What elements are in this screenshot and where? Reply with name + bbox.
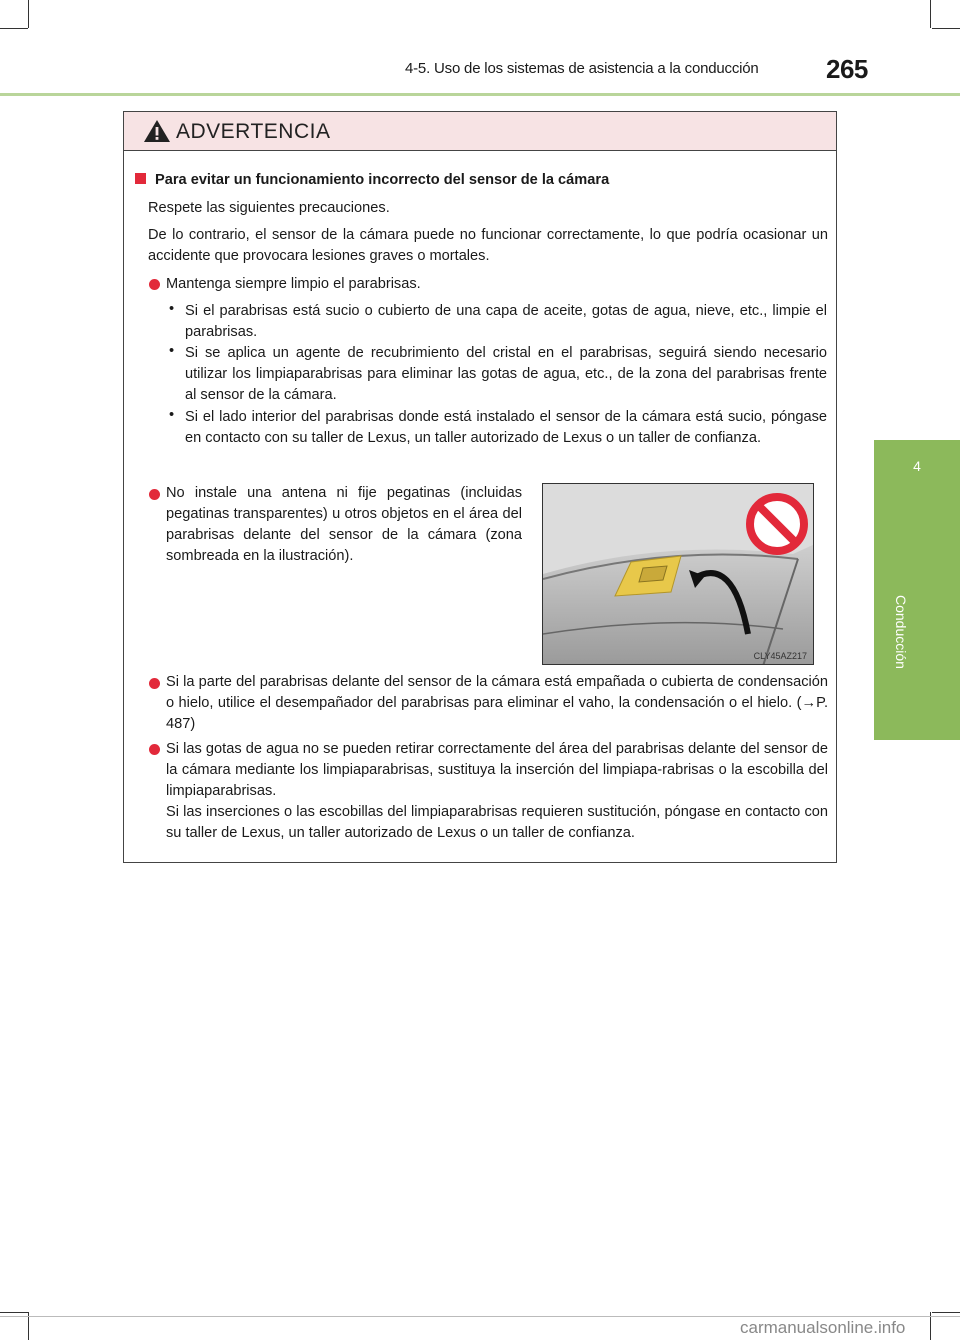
crop-mark (932, 28, 960, 29)
item-clean-windshield: Mantenga siempre limpio el parabrisas. (166, 276, 421, 292)
item-wipers-replace: Si las inserciones o las escobillas del limpiaparabrisas requieren sustitución, póngase en contacto con su taller de Lexus, un taller autorizado de Lexus o un taller de confianza. (166, 804, 828, 841)
sub-bullet-icon: • (169, 301, 175, 317)
warning-triangle-icon (143, 119, 171, 143)
crop-mark (28, 0, 29, 28)
section-title: 4-5. Uso de los sistemas de asistencia a la conducción (405, 60, 759, 77)
square-bullet-icon (135, 173, 146, 184)
crop-mark (930, 0, 931, 28)
round-bullet-icon (149, 489, 160, 500)
crop-mark (0, 28, 28, 29)
intro-precautions: Respete las siguientes precauciones. (148, 200, 390, 216)
sub-item-interior: Si el lado interior del parabrisas donde está instalado el sensor de la cámara está sucio, póngase en contacto con su taller de Lexus, un taller autorizado de Lexus o un taller de confianza. (185, 409, 827, 446)
item-defog: Si la parte del parabrisas delante del sensor de la cámara está empañada o cubierta de condensación o hielo, utilice el desempañador del parabrisas para eliminar el vaho, la condensación o el hielo. (→P. 487) (166, 674, 828, 732)
round-bullet-icon (149, 279, 160, 290)
sub-bullet-icon: • (169, 407, 175, 423)
watermark: carmanualsonline.info (740, 1318, 906, 1337)
chapter-tab (874, 440, 960, 740)
intro-consequence: De lo contrario, el sensor de la cámara puede no funcionar correctamente, lo que podría ocasionar un accidente que provocara lesiones graves o mortales. (148, 227, 828, 264)
windshield-drawing (543, 484, 814, 665)
page-number: 265 (826, 54, 868, 84)
round-bullet-icon (149, 678, 160, 689)
windshield-illustration (542, 483, 814, 665)
header-divider (0, 93, 960, 96)
sub-bullet-icon: • (169, 343, 175, 359)
chapter-number: 4 (913, 458, 921, 474)
sub-item-dirty: Si el parabrisas está sucio o cubierto de una capa de aceite, gotas de agua, nieve, etc., limpie el parabrisas. (185, 303, 827, 340)
warning-heading-text: Para evitar un funcionamiento incorrecto del sensor de la cámara (155, 172, 610, 188)
crop-mark (0, 1312, 28, 1313)
round-bullet-icon (149, 744, 160, 755)
footer-divider (0, 1316, 960, 1317)
crop-mark (932, 1312, 960, 1313)
chapter-label: Conducción (893, 595, 909, 669)
warning-heading (135, 170, 825, 191)
item-no-stickers: No instale una antena ni fije pegatinas (incluidas pegatinas transparentes) u otros objetos en el área del parabrisas delante del sensor de la cámara (zona sombreada en la ilustración). (166, 485, 522, 564)
warning-header (124, 112, 836, 151)
warning-title: ADVERTENCIA (176, 120, 331, 143)
sub-item-coating: Si se aplica un agente de recubrimiento del cristal en el parabrisas, seguirá siendo necesario utilizar los limpiaparabrisas para eliminar las gotas de agua, etc., de la zona del parabrisas frente al sensor de la cámara. (185, 345, 827, 403)
chapter-label-wrap (893, 595, 913, 725)
figure-label: CLY45AZ217 (753, 651, 807, 661)
item-wipers: Si las gotas de agua no se pueden retirar correctamente del área del parabrisas delante del sensor de la cámara mediante los limpiaparabrisas, sustituya la inserción del limpiapa-rabrisas o la escobilla del limpiaparabrisas. (166, 741, 828, 799)
